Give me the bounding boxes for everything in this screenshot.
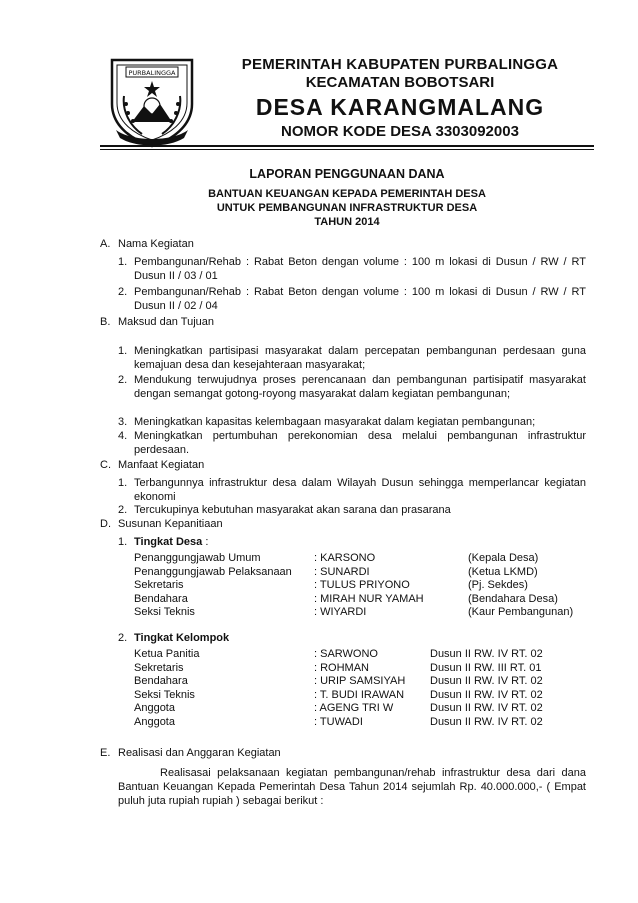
committee-role: Penanggungjawab Pelaksanaan [134, 565, 292, 578]
committee-role: Penanggungjawab Umum [134, 552, 261, 564]
group-committee-table [134, 648, 570, 729]
subsection-title: Tingkat Desa [134, 536, 203, 548]
subsection-colon: : [202, 536, 209, 548]
committee-position: (Kaur Pembangunan) [468, 606, 574, 618]
table-row [134, 662, 570, 676]
committee-role: Ketua Panitia [134, 648, 200, 660]
item-number: 1. [118, 536, 128, 548]
committee-address: Dusun II RW. IV RT. 02 [430, 715, 543, 728]
letterhead-village: DESA KARANGMALANG [255, 94, 545, 120]
committee-address: Dusun II RW. IV RT. 02 [430, 675, 543, 687]
section-letter: E. [100, 747, 111, 759]
letterhead-divider-thick [100, 145, 594, 147]
committee-role: Seksi Teknis [134, 606, 195, 618]
report-title [100, 165, 594, 229]
table-row [134, 648, 570, 662]
committee-member: : SUNARDI [314, 565, 370, 578]
table-row [134, 566, 598, 580]
table-row [134, 702, 570, 716]
section-title: Manfaat Kegiatan [118, 459, 205, 471]
committee-member: : KARSONO [314, 552, 376, 564]
item-text: Mendukung terwujudnya proses perencanaan dan pembangunan partisipatif masyarakat dengan semangat gotong-royong masyarakat dalam kegiatan pembangunan; [134, 374, 586, 400]
committee-group-heading [118, 632, 229, 646]
table-row [134, 675, 570, 689]
committee-village-heading [118, 536, 208, 550]
item-number: 4. [118, 430, 128, 442]
item-number: 3. [118, 416, 128, 428]
committee-member: : T. BUDI IRAWAN [314, 688, 405, 701]
village-committee-table [134, 552, 598, 620]
letterhead-village-code: NOMOR KODE DESA 3303092003 [281, 123, 519, 140]
committee-member: : TUWADI [314, 715, 363, 728]
committee-position: (Ketua LKMD) [468, 565, 538, 578]
committee-role: Anggota [134, 715, 175, 728]
report-title-line2: UNTUK PEMBANGUNAN INFRASTRUKTUR DESA [216, 202, 478, 214]
committee-member: : SARWONO [314, 648, 378, 660]
committee-address: Dusun II RW. IV RT. 02 [430, 702, 543, 714]
section-letter: D. [100, 518, 111, 530]
item-text: Meningkatkan partisipasi masyarakat dalam percepatan pembangunan perdesaan guna kemajuan desa dan kesejahteraan masyarakat; [134, 345, 586, 371]
committee-member: : TULUS PRIYONO [314, 579, 410, 591]
committee-role: Sekretaris [134, 661, 184, 674]
committee-member: : URIP SAMSIYAH [314, 675, 406, 687]
letterhead-divider-thin [100, 149, 594, 150]
subsection-title: Tingkat Kelompok [134, 632, 230, 644]
section-letter: C. [100, 459, 111, 471]
committee-member: : ROHMAN [314, 661, 369, 674]
budget-paragraph: Realisasai pelaksanaan kegiatan pembangunan/rehab infrastruktur desa dari dana Bantuan Keuangan Kepada Pemerintah Desa Tahun 2014 sejumlah Rp. 40.000.000,- ( Empat puluh juta rupiah rupiah ) sebagai berikut : [118, 767, 586, 807]
section-title: Nama Kegiatan [118, 238, 194, 250]
report-title-main: LAPORAN PENGGUNAAN DANA [249, 167, 445, 181]
committee-position: (Bendahara Desa) [468, 592, 558, 605]
committee-position: (Kepala Desa) [468, 552, 539, 564]
report-title-line1: BANTUAN KEUANGAN KEPADA PEMERINTAH DESA [208, 188, 486, 200]
letterhead-district: KECAMATAN BOBOTSARI [305, 74, 495, 91]
item-number: 2. [118, 504, 128, 516]
regency-emblem-logo [102, 56, 202, 148]
committee-address: Dusun II RW. IV RT. 02 [430, 688, 543, 701]
committee-address: Dusun II RW. III RT. 01 [430, 661, 542, 674]
committee-member: : MIRAH NUR YAMAH [314, 592, 424, 605]
letterhead-regency: PEMERINTAH KABUPATEN PURBALINGGA [241, 56, 559, 73]
section-title: Maksud dan Tujuan [118, 316, 215, 328]
committee-role: Sekretaris [134, 579, 184, 591]
committee-role: Bendahara [134, 675, 188, 687]
item-text: Meningkatkan pertumbuhan perekonomian desa melalui pembangunan infrastruktur perdesaan. [134, 430, 586, 456]
item-number: 1. [118, 345, 128, 357]
committee-role: Bendahara [134, 592, 188, 605]
section-letter: B. [100, 316, 111, 328]
committee-role: Anggota [134, 702, 175, 714]
item-number: 2. [118, 632, 128, 644]
report-title-year: TAHUN 2014 [314, 216, 380, 228]
section-title: Realisasi dan Anggaran Kegiatan [118, 747, 281, 759]
letterhead [210, 56, 590, 141]
item-text: Tercukupinya kebutuhan masyarakat akan sarana dan prasarana [134, 504, 451, 516]
table-row [134, 716, 570, 730]
table-row [134, 579, 598, 593]
table-row [134, 689, 570, 703]
item-number: 2. [118, 374, 128, 386]
committee-member: : AGENG TRI W [314, 702, 394, 714]
committee-member: : WIYARDI [314, 606, 367, 618]
section-letter: A. [100, 238, 111, 250]
table-row [134, 593, 598, 607]
committee-role: Seksi Teknis [134, 688, 195, 701]
item-text: Pembangunan/Rehab : Rabat Beton dengan volume : 100 m lokasi di Dusun / RW / RT Dusun II / 03 / 01 [134, 256, 586, 282]
item-number: 2. [118, 286, 128, 298]
item-text: Pembangunan/Rehab : Rabat Beton dengan volume : 100 m lokasi di Dusun / RW / RT Dusun II / 02 / 04 [134, 286, 586, 312]
item-number: 1. [118, 477, 128, 489]
section-title: Susunan Kepanitiaan [118, 518, 223, 530]
committee-address: Dusun II RW. IV RT. 02 [430, 648, 543, 660]
table-row [134, 606, 598, 620]
svg-text:PURBALINGGA: PURBALINGGA [128, 69, 176, 77]
committee-position: (Pj. Sekdes) [468, 579, 528, 591]
table-row [134, 552, 598, 566]
item-number: 1. [118, 256, 128, 268]
item-text: Meningkatkan kapasitas kelembagaan masyarakat dalam kegiatan pembangunan; [134, 416, 536, 428]
item-text: Terbangunnya infrastruktur desa dalam Wilayah Dusun sehingga memperlancar kegiatan ekonomi [134, 477, 586, 503]
